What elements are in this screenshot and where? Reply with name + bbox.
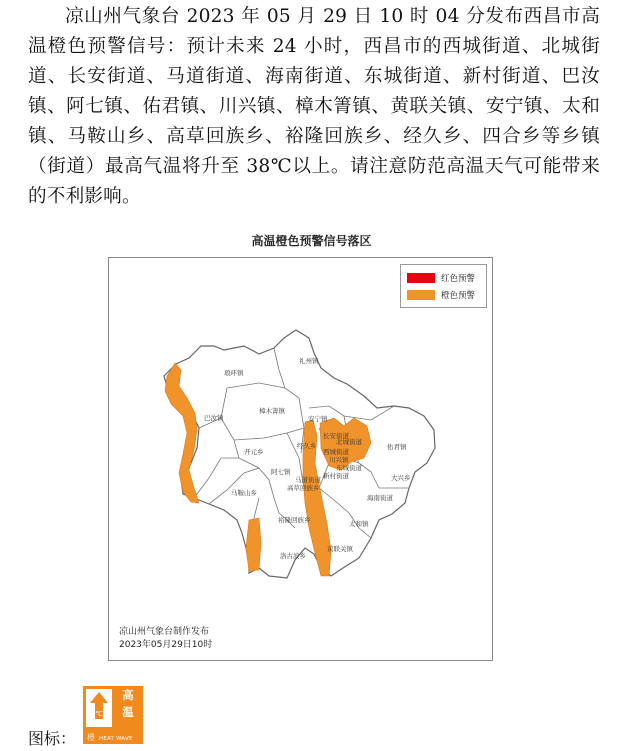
place-label: 琅环镇 bbox=[224, 369, 244, 377]
place-label: 裕隆回族乡 bbox=[278, 516, 311, 524]
warning-bulletin-text: 凉山州气象台 2023 年 05 月 29 日 10 时 04 分发布西昌市高温橙色预警信号：预计未来 24 小时，西昌市的西城街道、北城街道、长安街道、马道街道、海南街道、东城街道、新村街道、巴汝镇、阿七镇、佑君镇、川兴镇、樟木箐镇、黄联关镇、安宁镇、太和镇、马鞍山乡、高草回族乡、裕隆回族乡、经久乡、四合乡等乡镇（街道）最高气温将升至 38℃以上。请注意防范高温天气可能带来的不利影响。 bbox=[28, 6, 600, 207]
icon-char-1: 高 bbox=[122, 688, 134, 702]
legend-swatch-red bbox=[407, 273, 435, 283]
place-label: 开元乡 bbox=[244, 448, 264, 456]
place-label: 太和镇 bbox=[349, 520, 369, 528]
place-label: 长安街道 bbox=[323, 432, 349, 440]
thermometer-arrow-icon bbox=[86, 689, 112, 727]
map-title: 高温橙色预警信号落区 bbox=[251, 234, 372, 248]
icon-char-2: 温 bbox=[122, 705, 134, 719]
place-label: 巴汝镇 bbox=[204, 414, 224, 422]
icon-title bbox=[115, 687, 141, 721]
place-label: 大兴乡 bbox=[391, 474, 411, 482]
place-label: 黄联关镇 bbox=[327, 545, 353, 553]
place-label: 安宁镇 bbox=[308, 415, 328, 423]
place-label: 海南街道 bbox=[367, 494, 393, 502]
place-label: 樟木箐镇 bbox=[259, 407, 285, 415]
thermometer-panel bbox=[86, 689, 112, 727]
place-label: 礼州镇 bbox=[299, 357, 319, 365]
place-label: 东城街道 bbox=[336, 464, 362, 472]
place-label: 西城街道 bbox=[323, 448, 349, 456]
county-outline bbox=[164, 330, 435, 578]
place-label: 新村街道 bbox=[323, 472, 349, 480]
icon-english-label: HEAT WAVE bbox=[99, 736, 133, 742]
credit-issuer: 凉山州气象台制作发布 bbox=[119, 627, 210, 637]
place-label: 马鞍山乡 bbox=[231, 489, 257, 497]
credit-time: 2023年05月29日10时 bbox=[119, 640, 213, 650]
place-label: 北城街道 bbox=[336, 438, 362, 446]
legend-item-orange bbox=[407, 289, 475, 301]
legend-swatch-orange bbox=[407, 290, 435, 300]
place-label: 洛古波乡 bbox=[280, 552, 306, 560]
legend-label: 红色预警 bbox=[441, 274, 476, 284]
legend-item-red bbox=[407, 272, 475, 284]
icon-temp-unit: ℃ bbox=[95, 710, 103, 718]
place-label: 阿七镇 bbox=[271, 468, 291, 476]
place-label: 佑君镇 bbox=[387, 443, 407, 451]
legend-label: 橙色预警 bbox=[441, 291, 476, 301]
icon-level-char: 橙 bbox=[87, 733, 95, 742]
map-canvas bbox=[109, 258, 492, 660]
place-label: 马道街道 bbox=[295, 476, 321, 484]
map-legend bbox=[400, 264, 487, 308]
place-label: 经久乡 bbox=[297, 442, 317, 450]
icon-section-label: 图标： bbox=[28, 729, 77, 748]
place-label: 川兴镇 bbox=[329, 456, 349, 464]
warning-map bbox=[108, 257, 493, 661]
heat-wave-orange-icon bbox=[83, 686, 143, 744]
place-label: 高草回族乡 bbox=[287, 484, 320, 492]
map-credit bbox=[119, 626, 212, 652]
